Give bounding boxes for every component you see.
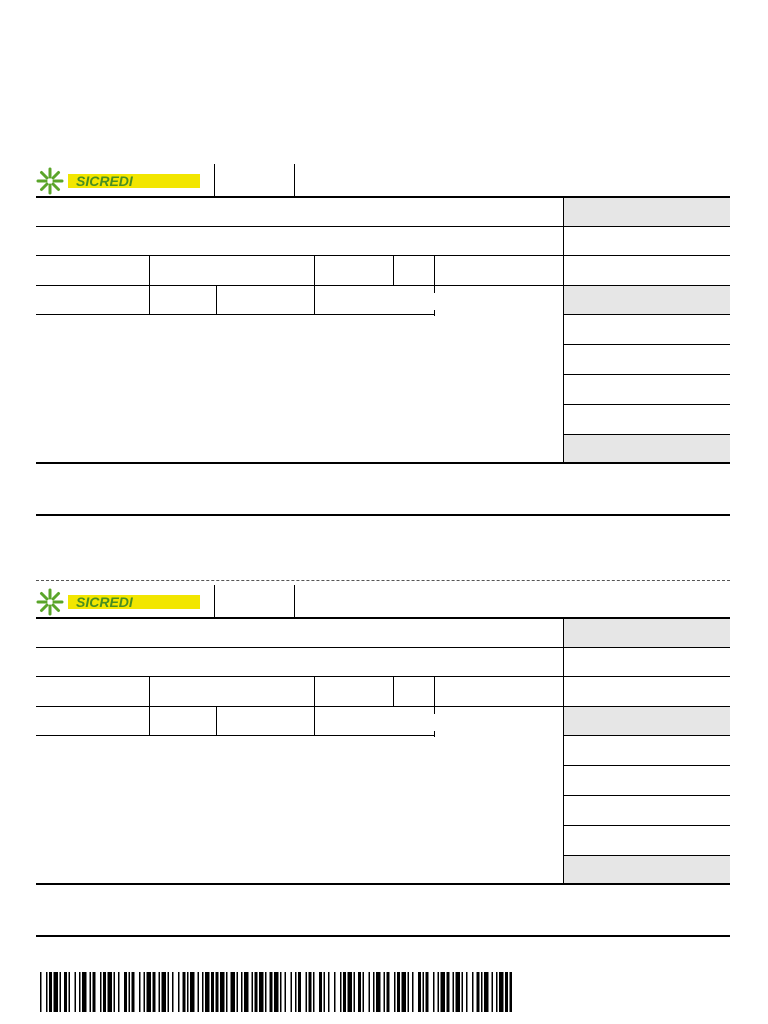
logo-wordmark: SICREDI bbox=[76, 593, 133, 610]
sicredi-logo-icon bbox=[36, 586, 204, 616]
right-cell-shaded bbox=[563, 619, 730, 647]
barcode-icon bbox=[40, 972, 512, 1012]
right-cell-shaded bbox=[563, 707, 730, 735]
bank-slip-lower bbox=[36, 585, 730, 940]
bank-slip-upper bbox=[36, 164, 730, 519]
sicredi-logo-icon bbox=[36, 165, 204, 195]
cut-line bbox=[36, 580, 730, 581]
right-cell-shaded bbox=[563, 435, 730, 462]
right-cell-shaded bbox=[563, 286, 730, 314]
right-cell-shaded bbox=[563, 856, 730, 883]
logo-wordmark: SICREDI bbox=[76, 172, 133, 189]
right-cell-shaded bbox=[563, 198, 730, 226]
bank-logo bbox=[36, 585, 214, 616]
bank-logo bbox=[36, 164, 214, 195]
